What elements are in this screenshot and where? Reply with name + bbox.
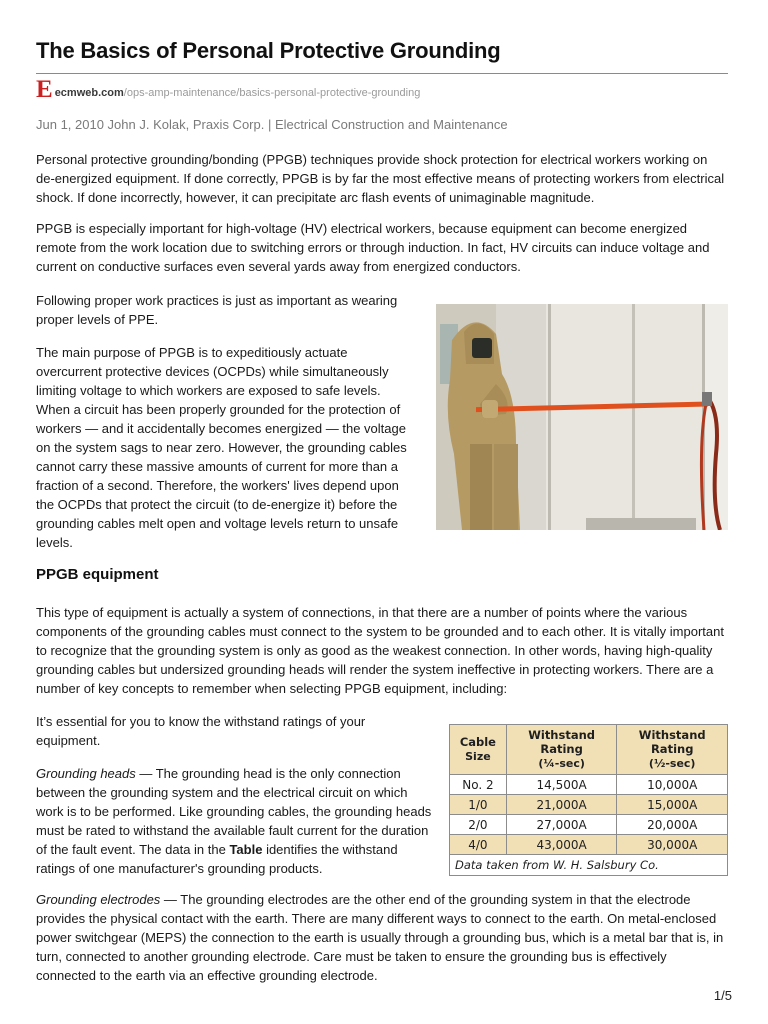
- paragraph-withstand-ratings: It’s essential for you to know the withstand ratings of your equipment.: [36, 714, 366, 748]
- paragraph-hv-importance: PPGB is especially important for high-voltage (HV) electrical workers, because equipment can become energized remote from the work location due to switching errors or through induction. In fact, HV circuits can induce voltage and current on conductive surfaces even several yards away from energized conductors.: [36, 221, 710, 274]
- byline: Jun 1, 2010 John J. Kolak, Praxis Corp. | Electrical Construction and Maintenance: [36, 117, 508, 132]
- table-header-cable-size: Cable Size: [450, 725, 507, 775]
- table-cell: 2/0: [450, 815, 507, 835]
- table-row: [450, 795, 728, 815]
- page-title: The Basics of Personal Protective Grounding: [36, 38, 501, 63]
- grounding-worker-photo: [436, 304, 728, 530]
- title-divider: [36, 73, 728, 74]
- table-cell: 30,000A: [617, 835, 728, 855]
- source-line: [36, 76, 421, 103]
- table-cell: 14,500A: [506, 775, 617, 795]
- table-source-note: Data taken from W. H. Salsbury Co.: [450, 855, 728, 876]
- table-cell: 15,000A: [617, 795, 728, 815]
- table-cell: 1/0: [450, 795, 507, 815]
- source-path-link[interactable]: /ops-amp-maintenance/basics-personal-protective-grounding: [123, 87, 421, 99]
- section-heading-ppgb-equipment: PPGB equipment: [36, 566, 159, 583]
- table-row: [450, 815, 728, 835]
- table-note-row: [450, 855, 728, 876]
- grounding-heads-text-a: — The grounding head is the only connection between the grounding system and the electrical circuit on which work is to be performed. Like grounding cables, the grounding heads must be rated to withstand the available fault current for the duration of the fault event. The data in the: [36, 766, 432, 857]
- table-cell: 4/0: [450, 835, 507, 855]
- table-row: [450, 775, 728, 795]
- table-cell: 10,000A: [617, 775, 728, 795]
- table-cell: 21,000A: [506, 795, 617, 815]
- grounding-electrodes-text: — The grounding electrodes are the other end of the grounding system in that the electrode provides the physical contact with the earth. There are many different ways to connect to the earth. On metal-enclosed power switchgear (MEPS) the connection to the earth is usually through a grounding bus, which is a metal bar that is, in turn, connected to another grounding electrode. Care must be taken to ensure the grounding bus is effectively connected to the earth via an effective grounding electrode.: [36, 892, 724, 983]
- paragraph-work-practices: Following proper work practices is just as important as wearing proper levels of PPE.: [36, 293, 398, 327]
- table-header-half-sec: Withstand Rating (½-sec): [617, 725, 728, 775]
- paragraph-equipment-system: This type of equipment is actually a system of connections, in that there are a number of points where the various components of the grounding cables must connect to the system to be grounded and to each other. It is vitally important to recognize that the grounding system is only as good as the weakest connection. In other words, having high-quality grounding cables but undersized grounding heads will render the system ineffective in protecting workers. There are a number of key concepts to remember when selecting PPGB equipment, including:: [36, 605, 724, 696]
- term-grounding-electrodes: Grounding electrodes: [36, 892, 161, 907]
- ecmweb-logo-icon: E: [36, 76, 53, 103]
- table-header-quarter-sec: Withstand Rating (¼-sec): [506, 725, 617, 775]
- paragraph-grounding-electrodes: [36, 890, 728, 985]
- table-cell: No. 2: [450, 775, 507, 795]
- table-cell: 43,000A: [506, 835, 617, 855]
- term-grounding-heads: Grounding heads: [36, 766, 136, 781]
- grounding-heads-text-b: identifies the withstand ratings of one manufacturer's grounding products.: [36, 842, 398, 876]
- paragraph-grounding-heads: [36, 764, 436, 878]
- paragraph-main-purpose: The main purpose of PPGB is to expeditiously actuate overcurrent protective devices (OCPDs) while simultaneously limiting voltage to which workers are exposed to safe levels. When a circuit has been properly grounded for the protection of workers — and it accidentally becomes energized — the voltage on the system sags to near zero. However, the grounding cables cannot carry these massive amounts of current for more than a fraction of a second. Therefore, the workers' lives depend upon the OCPDs that protect the circuit (to de-energize it) before the grounding cables melt open and voltage levels return to unsafe levels.: [36, 345, 407, 550]
- table-reference: Table: [229, 842, 263, 857]
- source-domain-link[interactable]: ecmweb.com: [54, 87, 124, 99]
- table-row: [450, 835, 728, 855]
- paragraph-intro: Personal protective grounding/bonding (PPGB) techniques provide shock protection for electrical workers working on de-energized equipment. If done correctly, PPGB is by far the most effective means of protecting workers from electrical shock. If done incorrectly, however, it can precipitate arc flash events of unimaginable magnitude.: [36, 152, 725, 205]
- withstand-ratings-table: [449, 724, 728, 876]
- page-number: 1/5: [713, 988, 732, 1003]
- table-cell: 20,000A: [617, 815, 728, 835]
- table-cell: 27,000A: [506, 815, 617, 835]
